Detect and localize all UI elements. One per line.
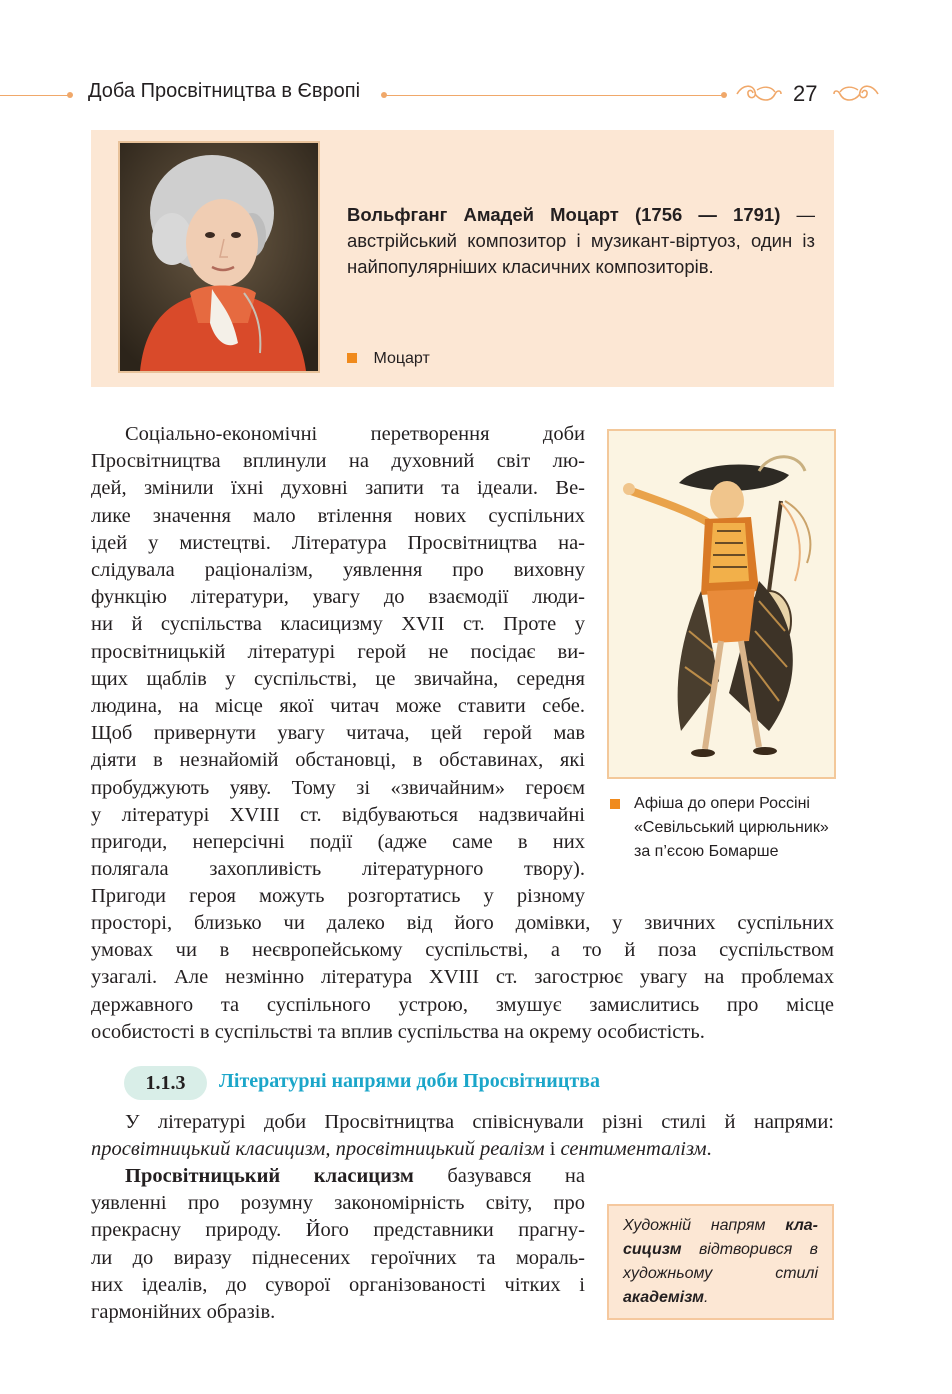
ornament-right-icon bbox=[832, 82, 880, 106]
text-line: узагалі. Але незмінно література XVIII ст. загострює увагу на проблемах bbox=[91, 966, 834, 989]
note-term-academism: академізм bbox=[623, 1289, 704, 1306]
caption-bullet-icon bbox=[610, 799, 620, 809]
illustration-caption bbox=[610, 792, 850, 864]
text-line: діяти в незнайомій обстановці, в обставинах, які bbox=[91, 749, 585, 772]
text-line: у літературі XVIII ст. відбуваються надзвичайні bbox=[91, 803, 585, 826]
note-text: відтворився в художньому стилі bbox=[623, 1241, 818, 1282]
text-line: щих щаблів у суспільстві, це звичайна, середня bbox=[91, 667, 585, 690]
text-line: гармонійних образів. bbox=[91, 1301, 276, 1324]
text-line: просторі, близько чи далеко від його домівки, у звичних суспільних bbox=[91, 912, 834, 934]
text-line: них ідеалів, до суворої організованості чітких і bbox=[91, 1273, 585, 1296]
note-box bbox=[607, 1204, 834, 1320]
italic-term: сентименталізм bbox=[560, 1138, 707, 1161]
conjunction: і bbox=[544, 1138, 561, 1161]
text-line: слідувала раціоналізм, уявлення про виховну bbox=[91, 559, 585, 582]
text-line: полягала захопливість літературного твору). bbox=[91, 858, 585, 881]
text-line: Щоб привернути увагу читача, цей герой мав bbox=[91, 722, 585, 745]
header-rule-left bbox=[0, 95, 70, 96]
italic-terms: просвітницький класицизм, просвітницький реалізм bbox=[91, 1138, 545, 1161]
opera-poster-illustration bbox=[607, 429, 836, 779]
text-line: ли до виразу піднесених героїчних та мораль- bbox=[91, 1246, 585, 1269]
text-line: державного та суспільного устрою, змушує замислитись про місце bbox=[91, 993, 834, 1016]
illustration-caption-line: за п’єсою Бомарше bbox=[634, 843, 779, 860]
text-line: людина, на місце якої читач може ставити себе. bbox=[91, 695, 585, 718]
ornament-left-icon bbox=[735, 82, 783, 106]
text-line: прекрасну природу. Його представники прагну- bbox=[91, 1219, 585, 1242]
header-rule-dot bbox=[721, 92, 727, 98]
section-intro bbox=[91, 1109, 834, 1163]
mozart-portrait bbox=[118, 141, 320, 373]
text-line: дей, змінили їхні духовні запити та ідеали. Ве- bbox=[91, 477, 585, 500]
text-line: особистості в суспільстві та вплив суспільства на окрему особистість. bbox=[91, 1020, 705, 1043]
page-number: 27 bbox=[793, 81, 818, 106]
section-number-badge: 1.1.3 bbox=[124, 1066, 207, 1100]
note-term-classicism: кла-сицизм bbox=[623, 1217, 818, 1258]
biography-text bbox=[347, 202, 815, 280]
text-line: умовах чи в неєвропейському суспільстві, а то й поза суспільством bbox=[91, 939, 834, 962]
text-line: просвітницькій літературі герой не посідає ви- bbox=[91, 640, 585, 663]
illustration-caption-line: Афіша до опери Россіні bbox=[634, 795, 810, 812]
portrait-caption bbox=[347, 347, 430, 371]
header-rule-dot bbox=[67, 92, 73, 98]
header-rule-middle bbox=[384, 95, 724, 96]
text-line: У літературі доби Просвітництва співіснували різні стилі й напрями: bbox=[125, 1111, 834, 1133]
classicism-paragraph bbox=[91, 1163, 585, 1326]
note-text: Художній напрям bbox=[623, 1217, 786, 1234]
text-line: лике значення мало втілення нових суспільних bbox=[91, 504, 585, 527]
text-line: функцію літератури, увагу до взаємодії люди- bbox=[91, 586, 585, 609]
text-line: Пригоди героя можуть розгортатись у різному bbox=[91, 885, 585, 908]
caption-bullet-icon bbox=[347, 353, 357, 363]
portrait-caption-text: Моцарт bbox=[373, 350, 430, 367]
main-paragraph-continued bbox=[91, 910, 834, 1046]
section-heading: Літературні напрями доби Просвітництва bbox=[219, 1070, 600, 1092]
composer-description: австрійський композитор і музикант-віртуоз, один із найпопулярніших класичних композиторів. bbox=[347, 230, 815, 277]
text-line: Соціально-економічні перетворення доби bbox=[125, 423, 585, 445]
bio-dash: — bbox=[780, 204, 816, 225]
running-title: Доба Просвітництва в Європі bbox=[88, 80, 361, 102]
text-line bbox=[91, 1163, 585, 1190]
composer-name: Вольфганг Амадей Моцарт (1756 — 1791) bbox=[347, 204, 781, 225]
text-line: Просвітництва вплинули на духовний світ лю- bbox=[91, 450, 585, 473]
text-line: пробуджують уяву. Тому зі «звичайним» героєм bbox=[91, 776, 585, 799]
note-text: . bbox=[703, 1289, 709, 1306]
period: . bbox=[706, 1138, 712, 1161]
text-line: ідей у мистецтві. Література Просвітництва на- bbox=[91, 531, 585, 554]
text-line: ни й суспільства класицизму XVII ст. Проте у bbox=[91, 613, 585, 636]
text-line: пригоди, неперсічні події (адже саме в них bbox=[91, 831, 585, 854]
text-fragment: базувався на bbox=[413, 1165, 585, 1187]
term-classicism: Просвітницький класицизм bbox=[125, 1165, 414, 1187]
text-line: уявленні про розумну закономірність світу, про bbox=[91, 1192, 585, 1215]
text-line bbox=[91, 1136, 834, 1163]
main-paragraph bbox=[91, 421, 585, 911]
illustration-caption-line: «Севільський цирюльник» bbox=[634, 819, 829, 836]
